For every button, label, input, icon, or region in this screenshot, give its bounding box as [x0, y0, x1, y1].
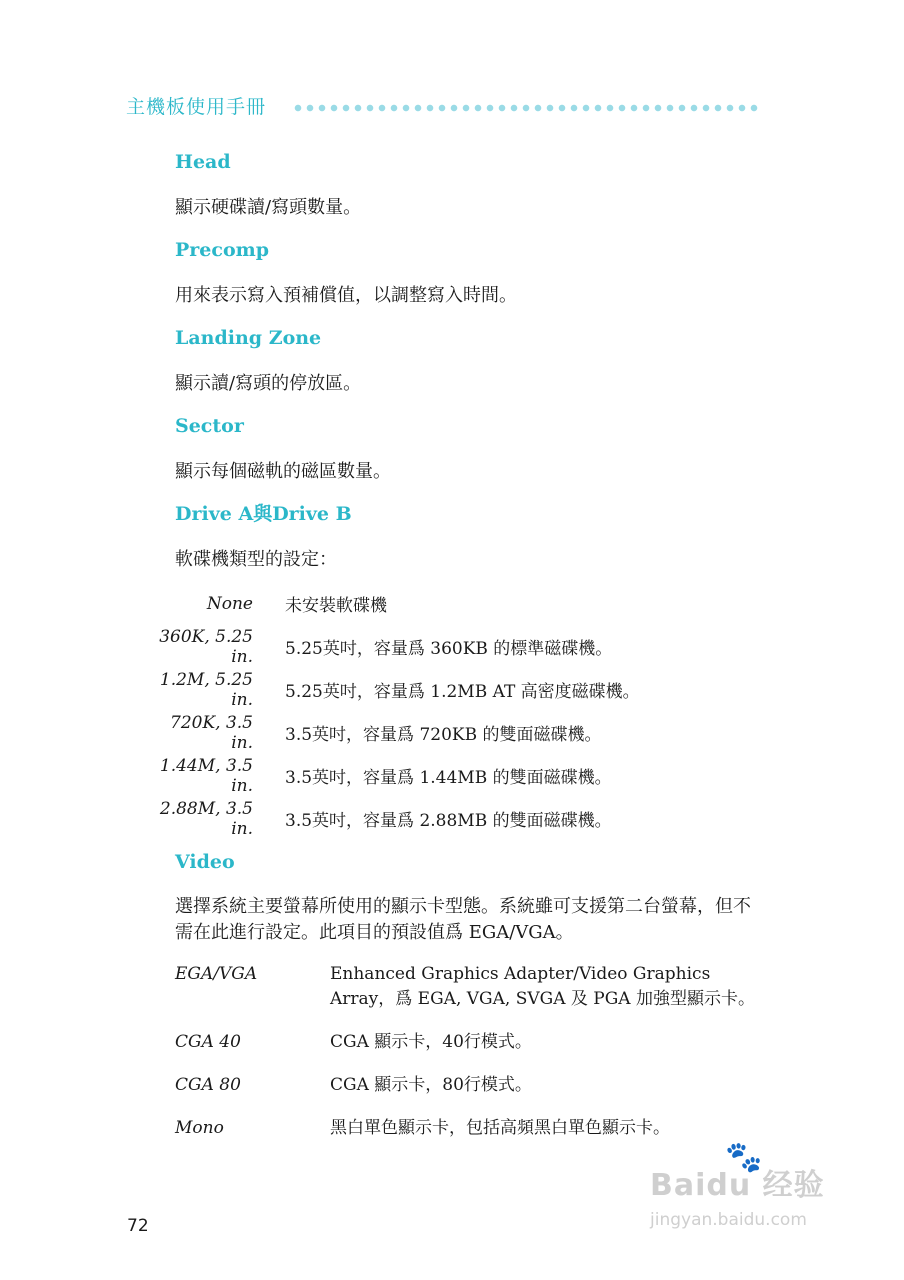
section-description: 顯示每個磁軌的磁區數量。 — [175, 461, 391, 482]
drive-options-table — [159, 582, 775, 840]
table-row — [159, 797, 775, 840]
section-drive — [159, 502, 775, 840]
option-value: CGA 顯示卡，80行模式。 — [330, 1075, 532, 1095]
page-number: 72 — [127, 1216, 149, 1236]
section-description: 軟碟機類型的設定： — [175, 549, 337, 570]
option-key: 360K, 5.25 in. — [159, 626, 253, 667]
option-value: CGA 顯示卡，40行模式。 — [330, 1032, 532, 1052]
watermark-url: jingyan.baidu.com — [650, 1210, 807, 1230]
option-value: Enhanced Graphics Adapter/Video Graphics Array，爲 EGA, VGA, SVGA 及 PGA 加強型顯示卡。 — [330, 964, 755, 1009]
option-value: 3.5英吋，容量爲 2.88MB 的雙面磁碟機。 — [285, 811, 612, 831]
section-landing-zone — [175, 326, 775, 396]
watermark-logo: Baidu 经验 — [650, 1168, 825, 1203]
section-description: 選擇系統主要螢幕所使用的顯示卡型態。系統雖可支援第二台螢幕，但不需在此進行設定。此項目的預設值爲 EGA/VGA。 — [175, 896, 751, 943]
option-key: EGA/VGA — [175, 964, 258, 984]
option-key: 2.88M, 3.5 in. — [159, 798, 253, 839]
section-title: Landing Zone — [175, 327, 322, 349]
option-key: CGA 80 — [175, 1075, 241, 1095]
table-row — [175, 1116, 775, 1141]
table-row — [159, 754, 775, 797]
option-value: 黑白單色顯示卡，包括高頻黑白單色顯示卡。 — [330, 1118, 670, 1138]
section-precomp — [175, 238, 775, 308]
section-title: Video — [175, 851, 235, 873]
option-value: 3.5英吋，容量爲 720KB 的雙面磁碟機。 — [285, 725, 602, 745]
section-description: 顯示硬碟讀/寫頭數量。 — [175, 197, 362, 218]
table-row — [175, 962, 775, 1012]
section-description: 顯示讀/寫頭的停放區。 — [175, 373, 362, 394]
section-title: Head — [175, 151, 231, 173]
table-row — [170, 711, 775, 754]
option-value: 3.5英吋，容量爲 1.44MB 的雙面磁碟機。 — [285, 768, 612, 788]
option-key: None — [206, 593, 253, 614]
table-row — [175, 1073, 775, 1098]
option-value: 未安裝軟碟機 — [285, 596, 387, 616]
section-video — [175, 850, 775, 1141]
paw-icon: 🐾 — [725, 1140, 763, 1175]
section-description: 用來表示寫入預補償值，以調整寫入時間。 — [175, 285, 517, 306]
table-row — [159, 668, 775, 711]
option-value: 5.25英吋，容量爲 360KB 的標準磁碟機。 — [285, 639, 613, 659]
option-value: 5.25英吋，容量爲 1.2MB AT 高密度磁碟機。 — [285, 682, 640, 702]
section-title: Sector — [175, 415, 244, 437]
running-header: 主機板使用手冊 — [126, 96, 267, 118]
section-title: Precomp — [175, 239, 270, 261]
option-key: 1.2M, 5.25 in. — [159, 669, 253, 710]
page-content — [159, 150, 775, 1159]
option-key: 720K, 3.5 in. — [170, 712, 253, 753]
table-row — [175, 582, 775, 625]
option-key: Mono — [175, 1118, 224, 1138]
table-row — [175, 1030, 775, 1055]
option-key: 1.44M, 3.5 in. — [159, 755, 253, 796]
option-key: CGA 40 — [175, 1032, 241, 1052]
video-options-table — [175, 962, 775, 1141]
section-sector — [175, 414, 775, 484]
table-row — [159, 625, 775, 668]
section-title: Drive A與Drive B — [175, 503, 352, 525]
header-dotted-rule — [292, 104, 760, 112]
section-head — [175, 150, 775, 220]
baidu-watermark — [650, 1140, 850, 1250]
